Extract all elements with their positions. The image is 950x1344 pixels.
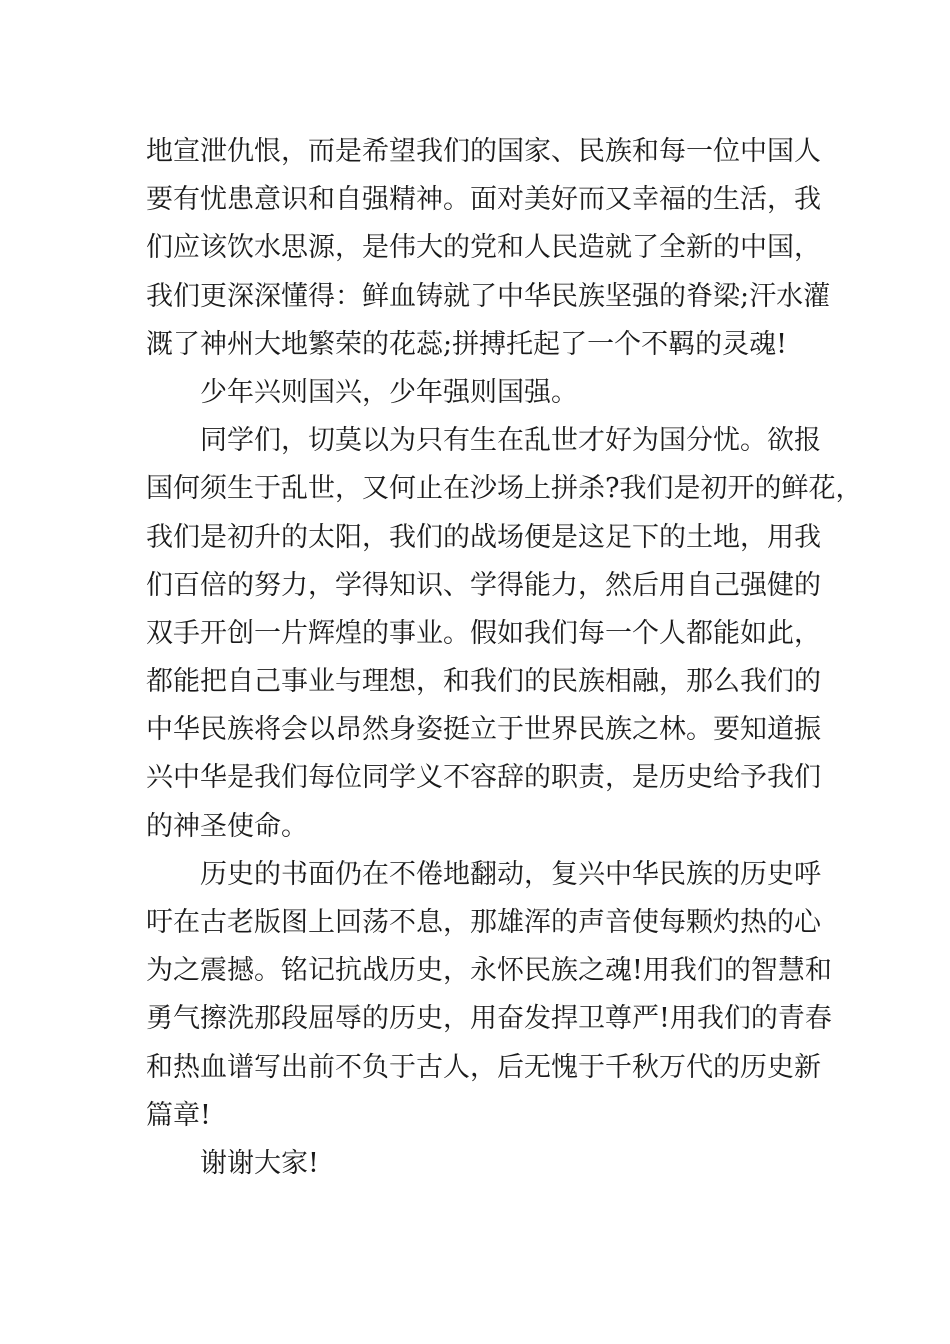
paragraph-start-line: 同学们，切莫以为只有生在乱世才好为国分忧。欲报 (200, 425, 821, 457)
text-line: 篇章! (146, 1099, 211, 1131)
paragraph-start-line: 历史的书面仍在不倦地翻动，复兴中华民族的历史呼 (200, 858, 821, 890)
text-line: 的神圣使命。 (146, 810, 308, 842)
paragraph-start-line: 少年兴则国兴，少年强则国强。 (200, 376, 578, 408)
text-line: 地宣泄仇恨，而是希望我们的国家、民族和每一位中国人 (146, 136, 821, 167)
text-line: 们百倍的努力，学得知识、学得能力，然后用自己强健的 (146, 569, 821, 601)
text-line: 为之震撼。铭记抗战历史，永怀民族之魂!用我们的智慧和 (146, 955, 832, 987)
text-line: 和热血谱写出前不负于古人，后无愧于千秋万代的历史新 (146, 1051, 821, 1083)
text-line: 国何须生于乱世，又何止在沙场上拼杀?我们是初开的鲜花， (146, 473, 863, 505)
text-line: 兴中华是我们每位同学义不容辞的职责，是历史给予我们 (146, 762, 821, 794)
text-line: 们应该饮水思源，是伟大的党和人民造就了全新的中国， (146, 232, 821, 264)
text-line: 双手开创一片辉煌的事业。假如我们每一个人都能如此， (146, 617, 821, 649)
text-line: 我们是初升的太阳，我们的战场便是这足下的土地，用我 (146, 521, 821, 553)
paragraph-start-line: 谢谢大家! (200, 1147, 319, 1179)
text-line: 吁在古老版图上回荡不息，那雄浑的声音使每颗灼热的心 (146, 907, 821, 938)
text-line: 溉了神州大地繁荣的花蕊;拼搏托起了一个不羁的灵魂! (146, 328, 787, 360)
text-line: 勇气擦洗那段屈辱的历史，用奋发捍卫尊严!用我们的青春 (146, 1003, 832, 1035)
text-line: 要有忧患意识和自强精神。面对美好而又幸福的生活，我 (146, 184, 821, 216)
text-line: 都能把自己事业与理想，和我们的民族相融，那么我们的 (146, 666, 821, 698)
text-line: 中华民族将会以昂然身姿挺立于世界民族之林。要知道振 (146, 714, 821, 746)
document-body (146, 128, 863, 1188)
text-line: 我们更深深懂得：鲜血铸就了中华民族坚强的脊梁;汗水灌 (146, 280, 831, 312)
